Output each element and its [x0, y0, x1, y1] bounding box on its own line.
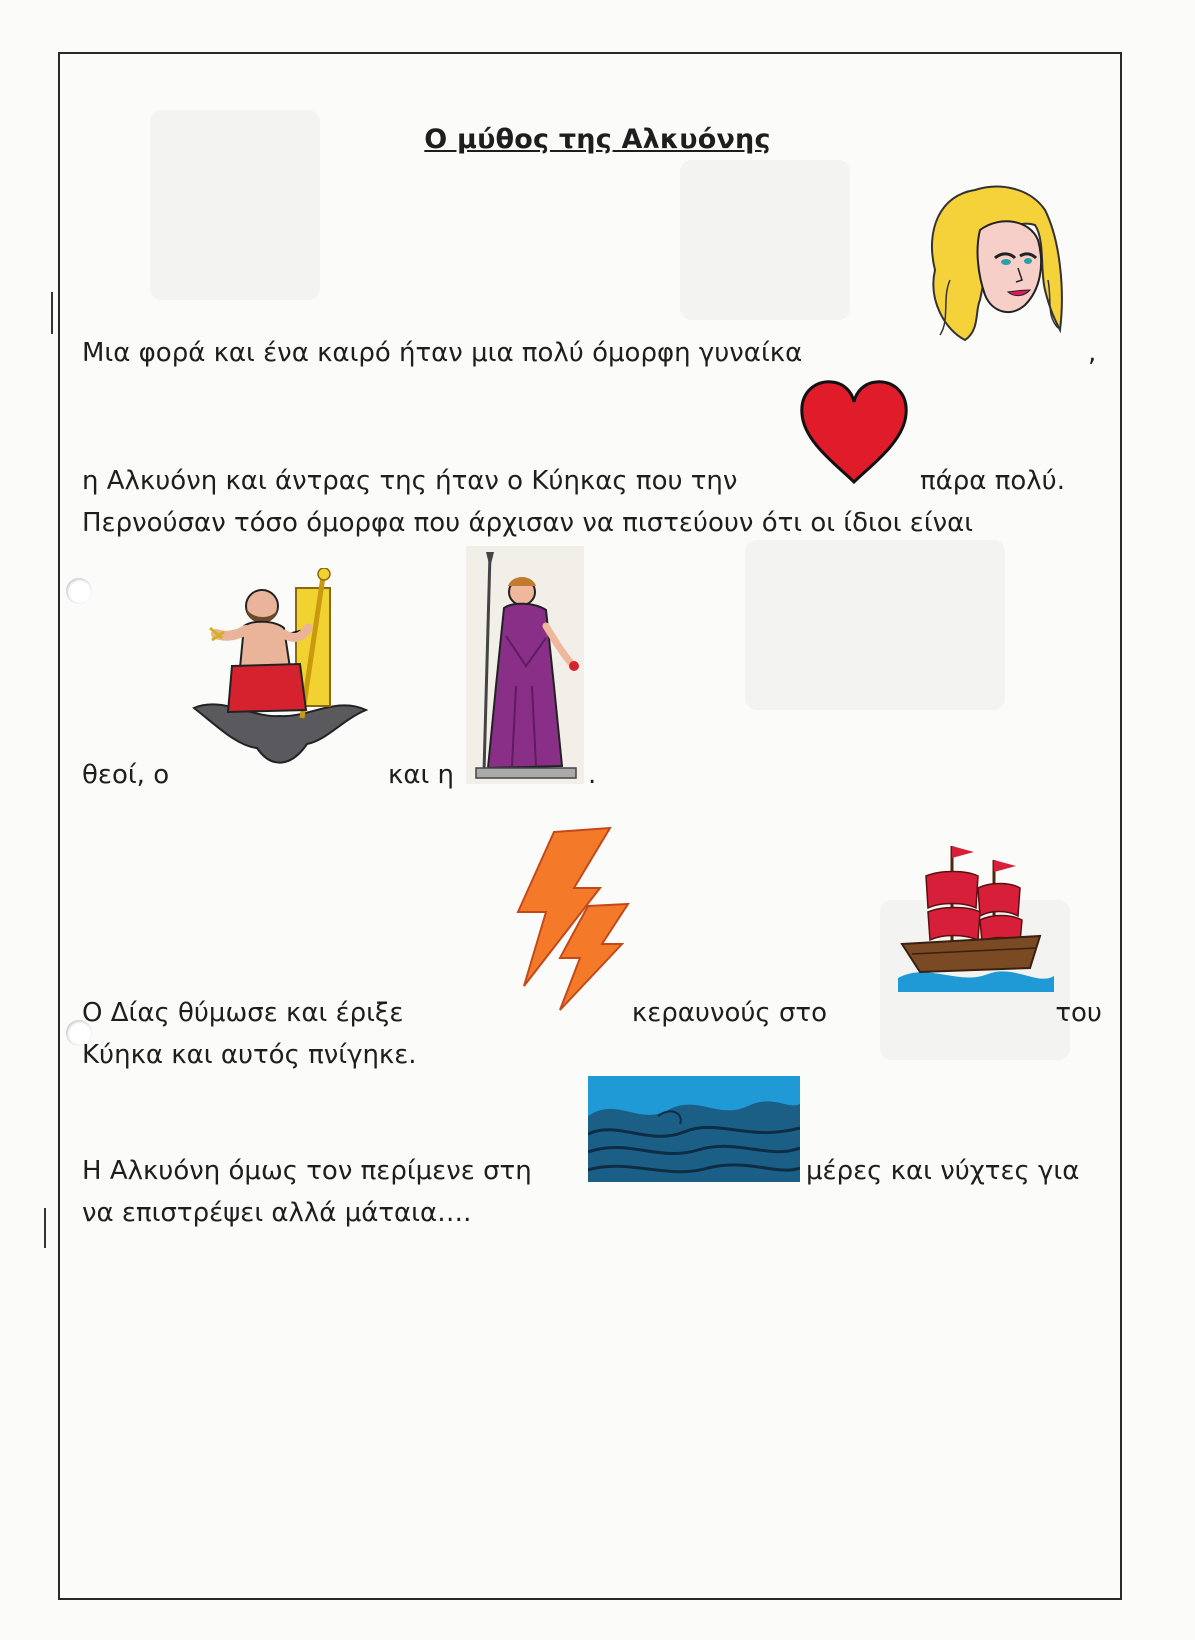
text-line-2a: η Αλκυόνη και άντρας της ήταν ο Κύηκας που την	[82, 466, 738, 496]
margin-mark	[44, 1208, 46, 1248]
page-title: Ο μύθος της Αλκυόνης	[424, 124, 771, 155]
hera-picture	[466, 546, 584, 784]
ship-picture	[898, 836, 1054, 992]
text-line-6: Κύηκα και αυτός πνίγηκε.	[82, 1040, 417, 1070]
text-line-5a: Ο Δίας θύμωσε και έριξε	[82, 998, 404, 1028]
text-comma: ,	[1088, 338, 1097, 368]
text-line-4b: και η	[388, 760, 455, 790]
text-line-5b: κεραυνούς στο	[631, 998, 827, 1028]
text-line-2b: πάρα πολύ.	[920, 466, 1065, 496]
text-line-3: Περνούσαν τόσο όμορφα που άρχισαν να πιστεύουν ότι οι ίδιοι είναι	[82, 508, 974, 538]
heart-picture	[798, 378, 910, 486]
text-line-1: Μια φορά και ένα καιρό ήταν μια πολύ όμορφη γυναίκα	[82, 338, 803, 368]
sea-picture	[588, 1076, 800, 1182]
woman-picture	[920, 180, 1066, 350]
text-line-7b: μέρες και νύχτες για	[806, 1156, 1080, 1186]
punch-hole	[66, 578, 92, 604]
text-line-4a: θεοί, ο	[82, 760, 170, 790]
text-line-5c: του	[1055, 998, 1102, 1028]
text-line-4c: .	[588, 760, 597, 790]
text-line-8: να επιστρέψει αλλά μάταια….	[82, 1198, 472, 1228]
text-line-5	[82, 1000, 1102, 1026]
zeus-picture	[192, 568, 368, 780]
lightning-picture	[504, 826, 634, 1014]
margin-mark	[51, 292, 53, 334]
text-line-7a: Η Αλκυόνη όμως τον περίμενε στη	[82, 1156, 532, 1186]
